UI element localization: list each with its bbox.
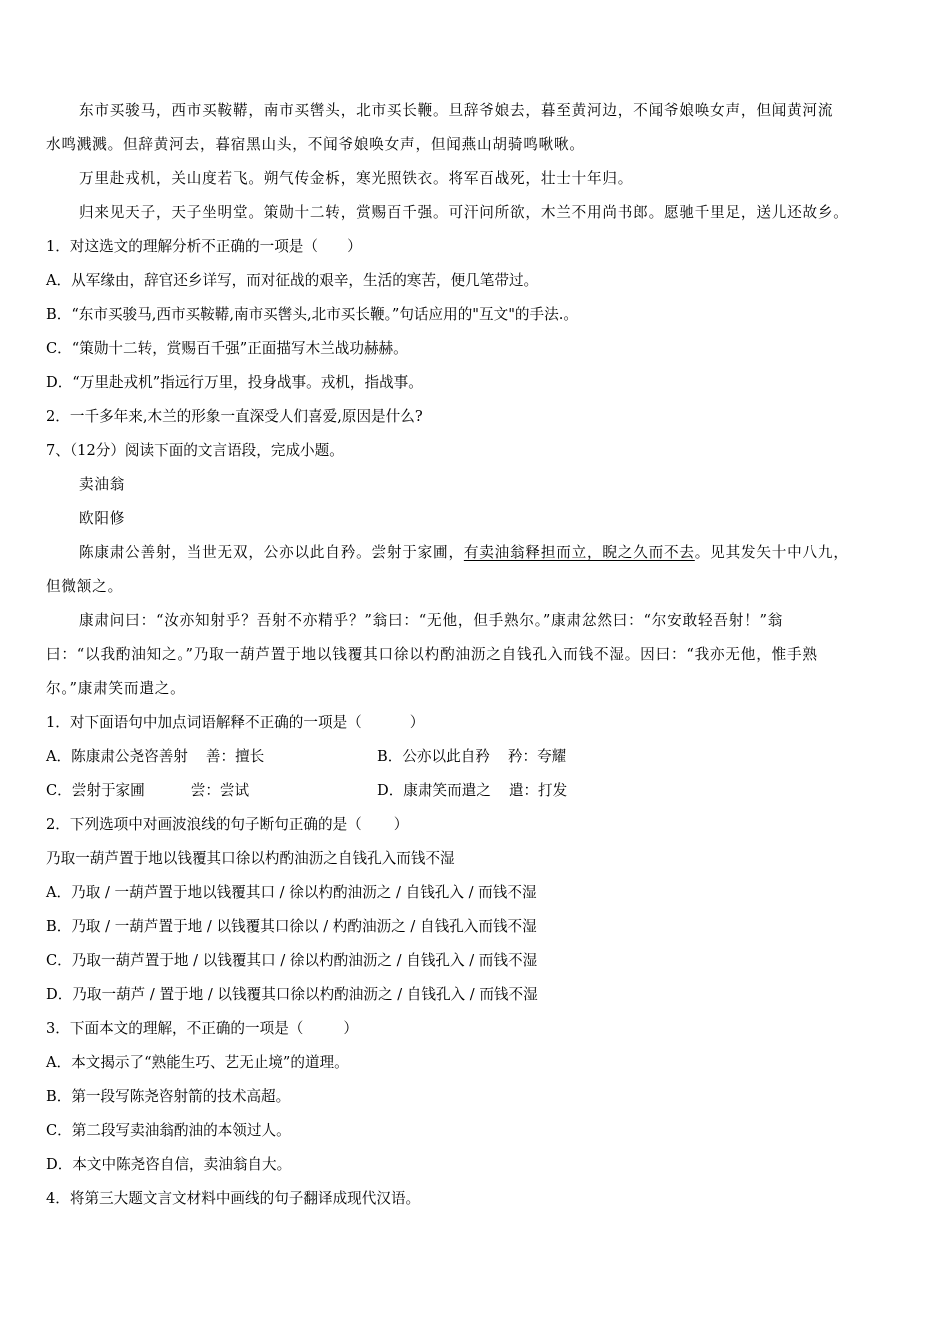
q7-underlined-sentence: 有卖油翁释担而立，睨之久而不去 (463, 544, 695, 561)
q6-option-b: B．“东市买骏马,西市买鞍鞯,南市买辔头,北市买长鞭。”句话应用的"互文"的手法.。 (46, 306, 578, 323)
q7-sub3-option-a: A．本文揭示了“熟能生巧、艺无止境”的道理。 (46, 1054, 349, 1071)
q7-sub1-option-b-note: 矜：夸耀 (507, 748, 567, 765)
q7-sub1-option-d (377, 774, 567, 808)
q7-sub3-stem-close: ） (343, 1020, 358, 1037)
q7-paragraph-1-start: 陈康肃公善射，当世无双，公亦以此自矜。尝射于家圃， (79, 544, 464, 561)
q7-sub2-option-a: A．乃取 / 一葫芦置于地以钱覆其口 / 徐以杓酌油沥之 / 自钱孔入 / 而钱不湿 (46, 884, 537, 901)
q6-option-c: C．“策勋十二转，赏赐百千强”正面描写木兰战功赫赫。 (46, 340, 408, 357)
q7-sub1-option-d-text: D．康肃笑而遣之 (377, 782, 491, 799)
q7-sub2-sentence: 乃取一葫芦置于地以钱覆其口徐以杓酌油沥之自钱孔入而钱不湿 (46, 850, 455, 867)
q7-sub1-stem-text: 1．对下面语句中加点词语解释不正确的一项是（ (46, 714, 362, 731)
q7-sub1-option-a (46, 740, 377, 774)
q7-sub3-stem (46, 1012, 906, 1046)
q7-sub1-row-cd (46, 774, 906, 808)
q7-paragraph-2-line-3: 尔。”康肃笑而遣之。 (46, 680, 186, 697)
q7-sub3-option-b: B．第一段写陈尧咨射箭的技术高超。 (46, 1088, 291, 1105)
q7-sub1-option-a-text: A．陈康肃公尧咨善射 (46, 748, 188, 765)
q6-question-1: 1．对这选文的理解分析不正确的一项是（ ） (46, 238, 362, 255)
q7-sub1-option-b-text: B．公亦以此自矜 (377, 748, 490, 765)
q7-sub3-option-c: C．第二段写卖油翁酌油的本领过人。 (46, 1122, 291, 1139)
q7-paragraph-1-line-2: 但微颔之。 (46, 578, 123, 595)
poem-stanza-2: 万里赴戎机，关山度若飞。朔气传金柝，寒光照铁衣。将军百战死，壮士十年归。 (79, 170, 634, 187)
q7-sub3-stem-text: 3．下面本文的理解，不正确的一项是（ (46, 1020, 304, 1037)
q7-sub1-stem (46, 706, 906, 740)
q7-text-title: 卖油翁 (79, 476, 126, 493)
q7-sub2-option-d: D．乃取一葫芦 / 置于地 / 以钱覆其口徐以杓酌油沥之 / 自钱孔入 / 而钱不湿 (46, 986, 538, 1003)
q7-paragraph-1-end: 。见其发矢十中八九， (694, 544, 849, 561)
q7-heading: 7、（12分）阅读下面的文言语段，完成小题。 (46, 442, 344, 459)
q7-sub3-option-d: D．本文中陈尧咨自信，卖油翁自大。 (46, 1156, 292, 1173)
q7-paragraph-2-line-2: 曰：“以我酌油知之。”乃取一葫芦置于地以钱覆其口徐以杓酌油沥之自钱孔入而钱不湿。因曰：“我亦无他，惟手熟 (46, 646, 818, 663)
poem-stanza-1-line-2: 水鸣溅溅。但辞黄河去，暮宿黑山头，不闻爷娘唤女声，但闻燕山胡骑鸣啾啾。 (46, 136, 585, 153)
q6-option-a: A．从军缘由，辞官还乡详写，而对征战的艰辛，生活的寒苦，便几笔带过。 (46, 272, 539, 289)
q7-sub1-row-ab (46, 740, 906, 774)
q7-sub2-stem-close: ） (393, 816, 409, 833)
q7-sub1-option-a-note: 善：擅长 (205, 748, 265, 765)
q7-sub1-option-c (46, 774, 377, 808)
document-page (46, 94, 906, 1216)
q7-text-author: 欧阳修 (79, 510, 126, 527)
q7-sub2-stem (46, 808, 906, 842)
q6-question-2: 2．一千多年来,木兰的形象一直深受人们喜爱,原因是什么? (46, 408, 423, 425)
q7-sub2-stem-text: 2．下列选项中对画波浪线的句子断句正确的是（ (46, 816, 362, 833)
q7-sub1-option-d-note: 遣：打发 (508, 782, 568, 799)
q7-paragraph-2-line-1: 康肃问曰：“汝亦知射乎？吾射不亦精乎？”翁曰：“无他，但手熟尔。”康肃忿然曰：“尔安敢轻吾射！”翁 (79, 612, 784, 629)
q7-sub1-option-c-note: 尝：尝试 (190, 782, 250, 799)
q7-sub2-option-c: C．乃取一葫芦置于地 / 以钱覆其口 / 徐以杓酌油沥之 / 自钱孔入 / 而钱不湿 (46, 952, 538, 969)
poem-stanza-1-line-1: 东市买骏马，西市买鞍鞯，南市买辔头，北市买长鞭。旦辞爷娘去，暮至黄河边，不闻爷娘唤女声，但闻黄河流 (79, 102, 834, 119)
q7-sub1-option-b (377, 740, 566, 774)
q6-option-d: D．“万里赴戎机”指远行万里，投身战事。戎机，指战事。 (46, 374, 423, 391)
poem-stanza-3: 归来见天子，天子坐明堂。策勋十二转，赏赐百千强。可汗问所欲，木兰不用尚书郎。愿驰千里足，送儿还故乡。 (79, 204, 849, 221)
q7-paragraph-1-line-1 (46, 536, 906, 570)
q7-sub4-stem: 4．将第三大题文言文材料中画线的句子翻译成现代汉语。 (46, 1190, 421, 1207)
q7-sub1-option-c-text: C．尝射于家圃 (46, 782, 145, 799)
q7-sub1-stem-close: ） (409, 714, 425, 731)
q7-sub2-option-b: B．乃取 / 一葫芦置于地 / 以钱覆其口徐以 / 杓酌油沥之 / 自钱孔入而钱不湿 (46, 918, 537, 935)
